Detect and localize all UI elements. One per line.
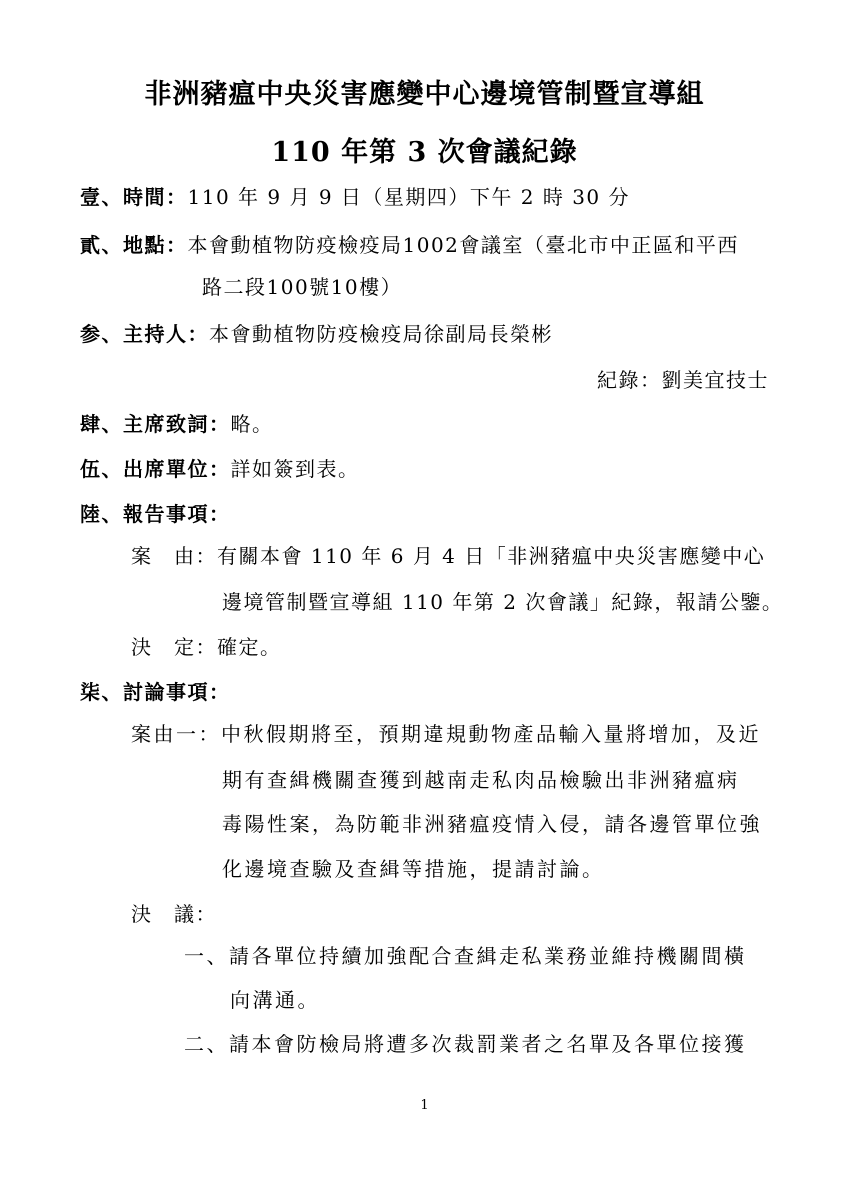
resolution-item-2-text: 請本會防檢局將遭多次裁罰業者之名單及各單位接獲 bbox=[229, 1032, 747, 1056]
speech-label: 肆、主席致詞： bbox=[80, 412, 231, 436]
place-continuation: 路二段100號10樓） bbox=[202, 275, 403, 299]
speech-row bbox=[80, 410, 274, 438]
report-heading: 陸、報告事項： bbox=[80, 502, 231, 526]
host-label: 参、主持人： bbox=[80, 322, 209, 346]
resolution-item-1-continuation: 向溝通。 bbox=[230, 988, 320, 1012]
report-case-label: 案 由： bbox=[131, 544, 217, 568]
time-row bbox=[80, 183, 630, 211]
discussion-heading: 柒、討論事項： bbox=[80, 680, 231, 704]
report-case-continuation: 邊境管制暨宣導組 110 年第 2 次會議」紀錄，報請公鑒。 bbox=[222, 590, 784, 614]
report-case-row bbox=[131, 542, 765, 570]
discussion-case1-line2: 期有查緝機關查獲到越南走私肉品檢驗出非洲豬瘟病 bbox=[222, 768, 740, 792]
place-row bbox=[80, 231, 739, 259]
host-row bbox=[80, 320, 553, 348]
speech-value: 略。 bbox=[230, 412, 274, 436]
resolution-item-2-number: 二、 bbox=[184, 1032, 229, 1056]
host-value: 本會動植物防疫檢疫局徐副局長榮彬 bbox=[209, 322, 553, 346]
report-case-text: 有關本會 110 年 6 月 4 日「非洲豬瘟中央災害應變中心 bbox=[217, 544, 766, 568]
discussion-case1-row bbox=[131, 720, 761, 748]
attendance-value: 詳如簽到表。 bbox=[230, 457, 360, 481]
resolution-item-1-number: 一、 bbox=[184, 944, 229, 968]
resolution-label: 決 議： bbox=[131, 902, 217, 926]
time-label: 壹、時間： bbox=[80, 185, 188, 209]
discussion-case1-line3: 毒陽性案，為防範非洲豬瘟疫情入侵，請各邊管單位強 bbox=[222, 812, 762, 836]
resolution-item-2 bbox=[184, 1030, 747, 1058]
resolution-item-1 bbox=[184, 942, 747, 970]
discussion-case1-line4: 化邊境查驗及查緝等措施，提請討論。 bbox=[222, 857, 605, 881]
page-number: 1 bbox=[420, 1098, 429, 1113]
document-title: 非洲豬瘟中央災害應變中心邊境管制暨宣導組 bbox=[144, 79, 705, 110]
resolution-item-1-text: 請各單位持續加強配合查緝走私業務並維持機關間橫 bbox=[229, 944, 747, 968]
discussion-case1-text: 中秋假期將至，預期違規動物產品輸入量將增加，及近 bbox=[221, 722, 761, 746]
place-label: 貳、地點： bbox=[80, 233, 188, 257]
report-decision-row bbox=[131, 633, 282, 661]
recorder: 紀錄：劉美宜技士 bbox=[597, 368, 769, 392]
report-decision-label: 決 定： bbox=[131, 635, 217, 659]
attendance-row bbox=[80, 455, 360, 483]
time-value: 110 年 9 月 9 日（星期四）下午 2 時 30 分 bbox=[187, 185, 631, 209]
place-value: 本會動植物防疫檢疫局1002會議室（臺北市中正區和平西 bbox=[187, 233, 739, 257]
report-decision-value: 確定。 bbox=[217, 635, 282, 659]
document-subtitle: 110 年第 3 次會議紀錄 bbox=[271, 137, 578, 168]
attendance-label: 伍、出席單位： bbox=[80, 457, 231, 481]
discussion-case1-label: 案由一： bbox=[131, 722, 221, 746]
